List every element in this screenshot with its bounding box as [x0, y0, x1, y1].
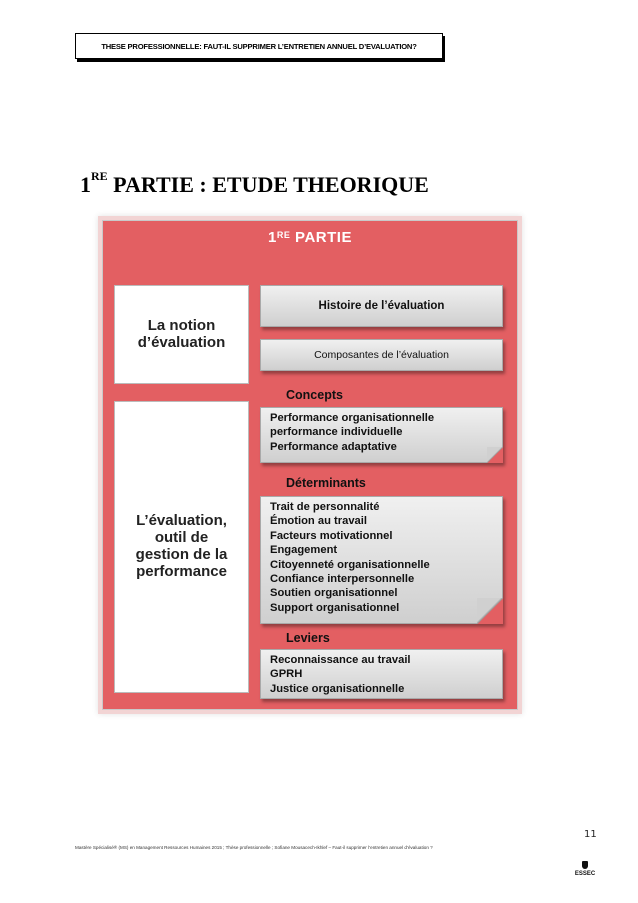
notion-box: La notion d’évaluation	[114, 285, 249, 384]
concepts-box	[260, 407, 503, 463]
list-item: Confiance interpersonnelle	[270, 573, 415, 586]
page-curl	[487, 447, 503, 463]
list-item: Performance organisationnelle	[270, 412, 435, 424]
list-item: Soutien organisationnel	[270, 587, 398, 600]
list-item: Trait de personnalité	[270, 501, 380, 513]
section-heading: Déterminants	[286, 476, 366, 490]
header-text: THESE PROFESSIONNELLE: FAUT-IL SUPPRIMER L’ENTRETIEN ANNUEL D’EVALUATION?	[101, 41, 417, 51]
list-item: Facteurs motivationnel	[270, 529, 393, 542]
page-number: 11	[584, 829, 597, 840]
list-item: Performance adaptative	[270, 440, 397, 453]
leviers-box	[260, 649, 503, 699]
page-title: 1RE PARTIE : ETUDE THEORIQUE	[80, 169, 429, 197]
essec-logo: ESSEC	[574, 861, 596, 877]
diagram-title: 1RE PARTIE	[268, 229, 352, 246]
composantes-box: Composantes de l’évaluation	[260, 339, 503, 371]
list-item: GPRH	[270, 668, 303, 681]
list-item: Support organisationnel	[270, 601, 400, 614]
section-heading: Leviers	[286, 631, 330, 645]
list-item: Citoyenneté organisationnelle	[270, 558, 430, 571]
page-curl	[477, 598, 503, 624]
footer-text: Mastère Spécialisé® (MS) en Management Ressources Humaines 2015 ; Thèse professionnelle ; Sofiane Mousacech-Ikhlef – Faut-il supprimer l’entretien annuel d’évaluation ?	[75, 845, 433, 850]
list-item: Émotion au travail	[270, 515, 367, 528]
list-item: Engagement	[270, 544, 338, 557]
histoire-box: Histoire de l’évaluation	[260, 285, 503, 327]
list-item: performance individuelle	[270, 426, 403, 439]
page-header	[75, 33, 443, 59]
part-diagram	[102, 220, 518, 710]
determinants-box	[260, 496, 503, 624]
evaluation-box: L’évaluation, outil de gestion de la performance	[114, 401, 249, 693]
section-heading: Concepts	[286, 388, 343, 402]
list-item: Justice organisationnelle	[270, 682, 405, 695]
list-item: Reconnaissance au travail	[270, 654, 411, 666]
shield-icon	[582, 861, 588, 869]
